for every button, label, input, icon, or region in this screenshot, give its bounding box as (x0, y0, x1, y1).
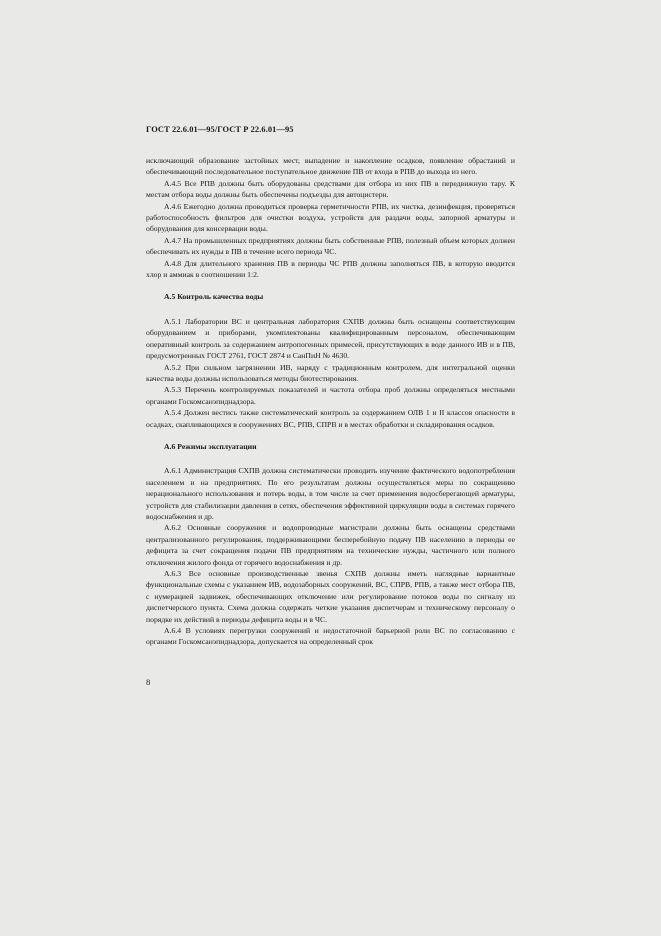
paragraph-a6-4: А.6.4 В условиях перегрузки сооружений и недостаточной барьерной роли ВС по согласованию с органами Госкомсанэпиднадзора, допускается на определенный срок (146, 626, 515, 647)
paragraph-a6-1: А.6.1 Администрация СХПВ должна систематически проводить изучение фактического водопотребления населением и на предприятиях. По его результатам должны осуществляться меры по сокращению нерационального использования и потерь воды, в том числе за счет применения водосберегающей арматуры, устройств для стабилизации давления в сетях, обеспечения эффективной циркуляции воды в системах горячего водоснабжения и др. (146, 466, 515, 521)
paragraph-a4-8: А.4.8 Для длительного хранения ПВ в периоды ЧС РПВ должны заполняться ПВ, в которую вводится хлор и аммиак в соотношении 1:2. (146, 258, 515, 280)
body-text (146, 155, 515, 648)
section-heading-a6: А.6 Режимы эксплуатации (164, 441, 257, 451)
paragraph-a5-1: А.5.1 Лаборатории ВС и центральная лаборатория СХПВ должны быть оснащены соответствующим оборудованием и приборами, укомплектованы квалифицированным персоналом, обеспечивающим оперативный контроль за содержанием антропогенных примесей, присутствующих в воде данного ИВ и в ПВ, предусмотренных ГОСТ 2761, ГОСТ 2874 и СанПиН № 4630. (146, 316, 515, 361)
page-number: 8 (146, 677, 151, 687)
paragraph-a6-2: А.6.2 Основные сооружения и водопроводные магистрали должны быть оснащены средствами централизованного регулирования, поддерживающими бесперебойную подачу ПВ населению в периоды ее дефицита за счет сокращения подачи ПВ предприятиям на технические нужды, частичного или полного отключения жилого фонда от горячего водоснабжения и др. (146, 523, 515, 567)
section-heading-a5: А.5 Контроль качества воды (164, 292, 264, 302)
paragraph-a5-3: А.5.3 Перечень контролируемых показателей и частота отбора проб должны определяться местными органами Госкомсанэпиднадзора. (146, 385, 515, 406)
paragraph-a4-7: А.4.7 На промышленных предприятиях должны быть собственные РПВ, полезный объем которых должен обеспечивать их нужды в ПВ в течение всего периода ЧС. (146, 235, 515, 257)
paragraph-a4-6: А.4.6 Ежегодно должна проводиться проверка герметичности РПВ, их чистка, дезинфекция, проверяться работоспособность фильтров для очистки воздуха, устройств для раздачи воды, запорной арматуры и оборудования для консервации воды. (146, 201, 515, 234)
paragraph-a5-4: А.5.4 Должен вестись также систематический контроль за содержанием ОЛВ 1 и II классов опасности в осадках, скапливающихся в сооружениях ВС, РПВ, СПРВ и в местах обработки и складирования осадков. (146, 408, 515, 429)
paragraph-a6-3: А.6.3 Все основные производственные звенья СХПВ должны иметь наглядные вариантные функциональные схемы с указанием ИВ, водозаборных сооружений, ВС, СПРВ, РПВ, а также мест отбора ПВ, с нумерацией задвижек, обеспечивающих отключение или регулирование потоков воды по сигналу из диспетчерского пункта. Схема должна содержать четкие указания диспетчерам и техническому персоналу о порядке их действий в периоды дефицита воды и в ЧС. (146, 569, 515, 624)
paragraph-a4-5: А.4.5 Все РПВ должны быть оборудованы средствами для отбора из них ПВ в передвижную тару. К местам отбора воды должны быть обеспечены подъезды для автоцистерн. (146, 178, 515, 200)
paragraph-a5-2: А.5.2 При сильном загрязнении ИВ, наряду с традиционным контролем, для интегральной оценки качества воды должны использоваться методы биотестирования. (146, 362, 515, 383)
paragraph-continuation: исключающий образование застойных мест, выпадение и накопление осадков, появление обрастаний и обеспечивающий последовательное поступательное движение ПВ от входа в РПВ до выхода из него. (146, 156, 515, 177)
running-header: ГОСТ 22.6.01—95/ГОСТ Р 22.6.01—95 (146, 125, 294, 134)
